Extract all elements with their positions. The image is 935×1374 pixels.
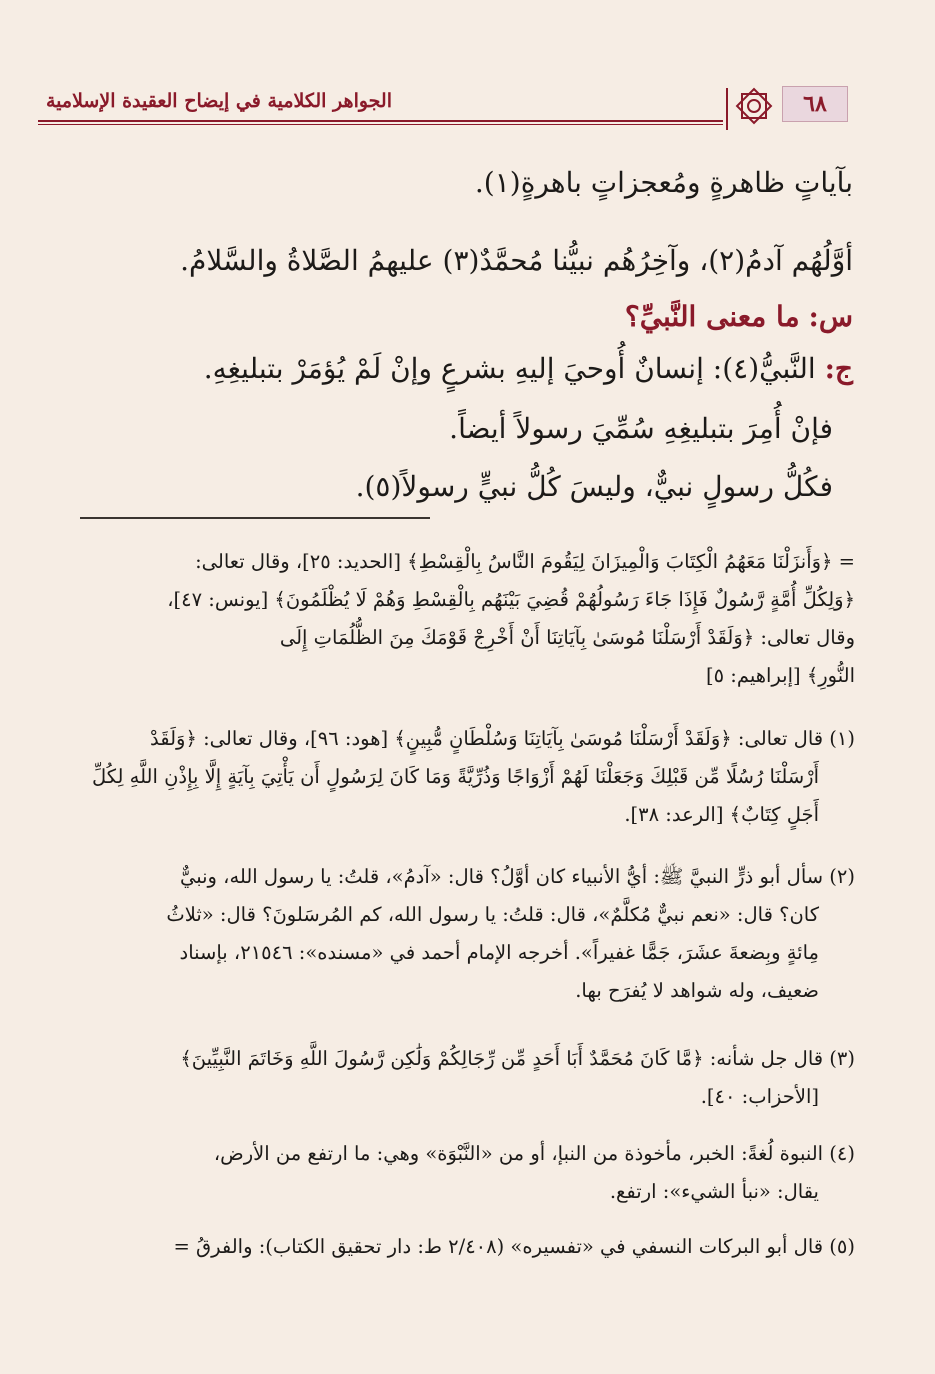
question-marker: س: <box>808 300 853 333</box>
footnote-line: ضعيف، وله شواهد لا يُفرَح بها. <box>575 979 819 1002</box>
footnote-line: مِائةٍ وبِضعةَ عشَرَ، جَمًّا غفيراً». أخرجه الإمام أحمد في «مسنده»: ٢١٥٤٦، بإسناد <box>179 941 819 964</box>
footnote-line: (٣) قال جل شأنه: ﴿مَّا كَانَ مُحَمَّدٌ أَبَا أَحَدٍ مِّن رِّجَالِكُمْ وَلَٰكِن رَّسُولَ اللَّهِ وَخَاتَمَ النَّبِيِّينَ﴾ <box>180 1047 855 1070</box>
header-separator <box>726 88 728 130</box>
text-line: فكُلُّ رسولٍ نبيٌّ، وليسَ كُلُّ نبيٍّ رسولاً(٥). <box>355 470 833 503</box>
answer-text: النَّبيُّ(٤): إنسانٌ أُوحيَ إليهِ بشرعٍ وإنْ لَمْ يُؤمَرْ بتبليغِهِ. <box>203 352 816 385</box>
footnote-3 <box>65 1040 855 1116</box>
answer-line <box>73 352 853 385</box>
ornament-icon <box>732 84 776 128</box>
footnote-line: (٢) سأل أبو ذرٍّ النبيَّ ﷺ: أيُّ الأنبياء كان أوَّلُ؟ قال: «آدمُ»، قلتُ: يا رسول الله، ونبيٌّ <box>179 865 855 888</box>
footnote-line: يقال: «نبأ الشيء»: ارتفع. <box>609 1180 819 1203</box>
header-rule-thin <box>38 124 723 125</box>
question-text: ما معنى النَّبيِّ؟ <box>624 300 800 333</box>
footnote-line: (١) قال تعالى: ﴿وَلَقَدْ أَرْسَلْنَا مُوسَىٰ بِآيَاتِنَا وَسُلْطَانٍ مُّبِينٍ﴾ [هود: ٩٦]، وقال تعالى: ﴿وَلَقَدْ <box>149 727 855 750</box>
footnote-1 <box>65 720 855 834</box>
text-line: أوَّلُهُم آدمُ(٢)، وآخِرُهُم نبيُّنا مُحمَّدٌ(٣) عليهمُ الصَّلاةُ والسَّلامُ. <box>180 244 853 277</box>
text-line: فإنْ أُمِرَ بتبليغِهِ سُمِّيَ رسولاً أيضاً. <box>449 412 833 445</box>
footnote-line: (٥) قال أبو البركات النسفي في «تفسيره» (٢/٤٠٨ ط: دار تحقيق الكتاب): والفرقُ = <box>173 1235 855 1258</box>
footnote-line: أَرْسَلْنَا رُسُلًا مِّن قَبْلِكَ وَجَعَلْنَا لَهُمْ أَزْوَاجًا وَذُرِّيَّةً وَمَا كَانَ لِرَسُولٍ أَن يَأْتِيَ بِآيَةٍ إِلَّا بِإِذْنِ اللَّهِ لِكُلِّ <box>91 765 819 788</box>
footnote-4 <box>65 1135 855 1211</box>
question-line <box>73 300 853 333</box>
footnote-line: = ﴿وَأَنزَلْنَا مَعَهُمُ الْكِتَابَ وَالْمِيزَانَ لِيَقُومَ النَّاسُ بِالْقِسْطِ﴾ [الحديد: ٢٥]، وقال تعالى: <box>195 550 855 573</box>
footnote-2 <box>65 858 855 1010</box>
footnote-line: وقال تعالى: ﴿وَلَقَدْ أَرْسَلْنَا مُوسَىٰ بِآيَاتِنَا أَنْ أَخْرِجْ قَوْمَكَ مِنَ الظُّلُمَاتِ إِلَى <box>279 626 855 649</box>
footnote-line: (٤) النبوة لُغةً: الخبر، مأخوذة من النبإ، أو من «النَّبْوَة» وهي: ما ارتفع من الأرض، <box>213 1142 855 1165</box>
footnote-line: النُّورِ﴾ [إبراهيم: ٥] <box>706 664 855 687</box>
text-line: بآياتٍ ظاهرةٍ ومُعجزاتٍ باهرةٍ(١). <box>474 166 853 199</box>
footnote-divider <box>80 517 430 519</box>
footnote-line: [الأحزاب: ٤٠]. <box>700 1085 819 1108</box>
page-number: ٦٨ <box>782 86 848 122</box>
footnote-line: ﴿وَلِكُلِّ أُمَّةٍ رَّسُولٌ فَإِذَا جَاءَ رَسُولُهُمْ قُضِيَ بَيْنَهُم بِالْقِسْطِ وَهُمْ لَا يُظْلَمُونَ﴾ [يونس: ٤٧]، <box>167 588 855 611</box>
footnote-line: أَجَلٍ كِتَابٌ﴾ [الرعد: ٣٨]. <box>624 803 819 826</box>
page-header <box>38 80 878 132</box>
footnote-continuation <box>65 543 855 695</box>
header-rule <box>38 120 723 122</box>
book-title: الجواهر الكلامية في إيضاح العقيدة الإسلامية <box>46 90 392 112</box>
footnote-line: كان؟ قال: «نعم نبيٌّ مُكلَّمٌ»، قال: قلتُ: يا رسول الله، كم المُرسَلونَ؟ قال: «ثلاثُ <box>166 903 819 926</box>
answer-marker: ج: <box>824 352 853 385</box>
footnote-5 <box>65 1228 855 1266</box>
